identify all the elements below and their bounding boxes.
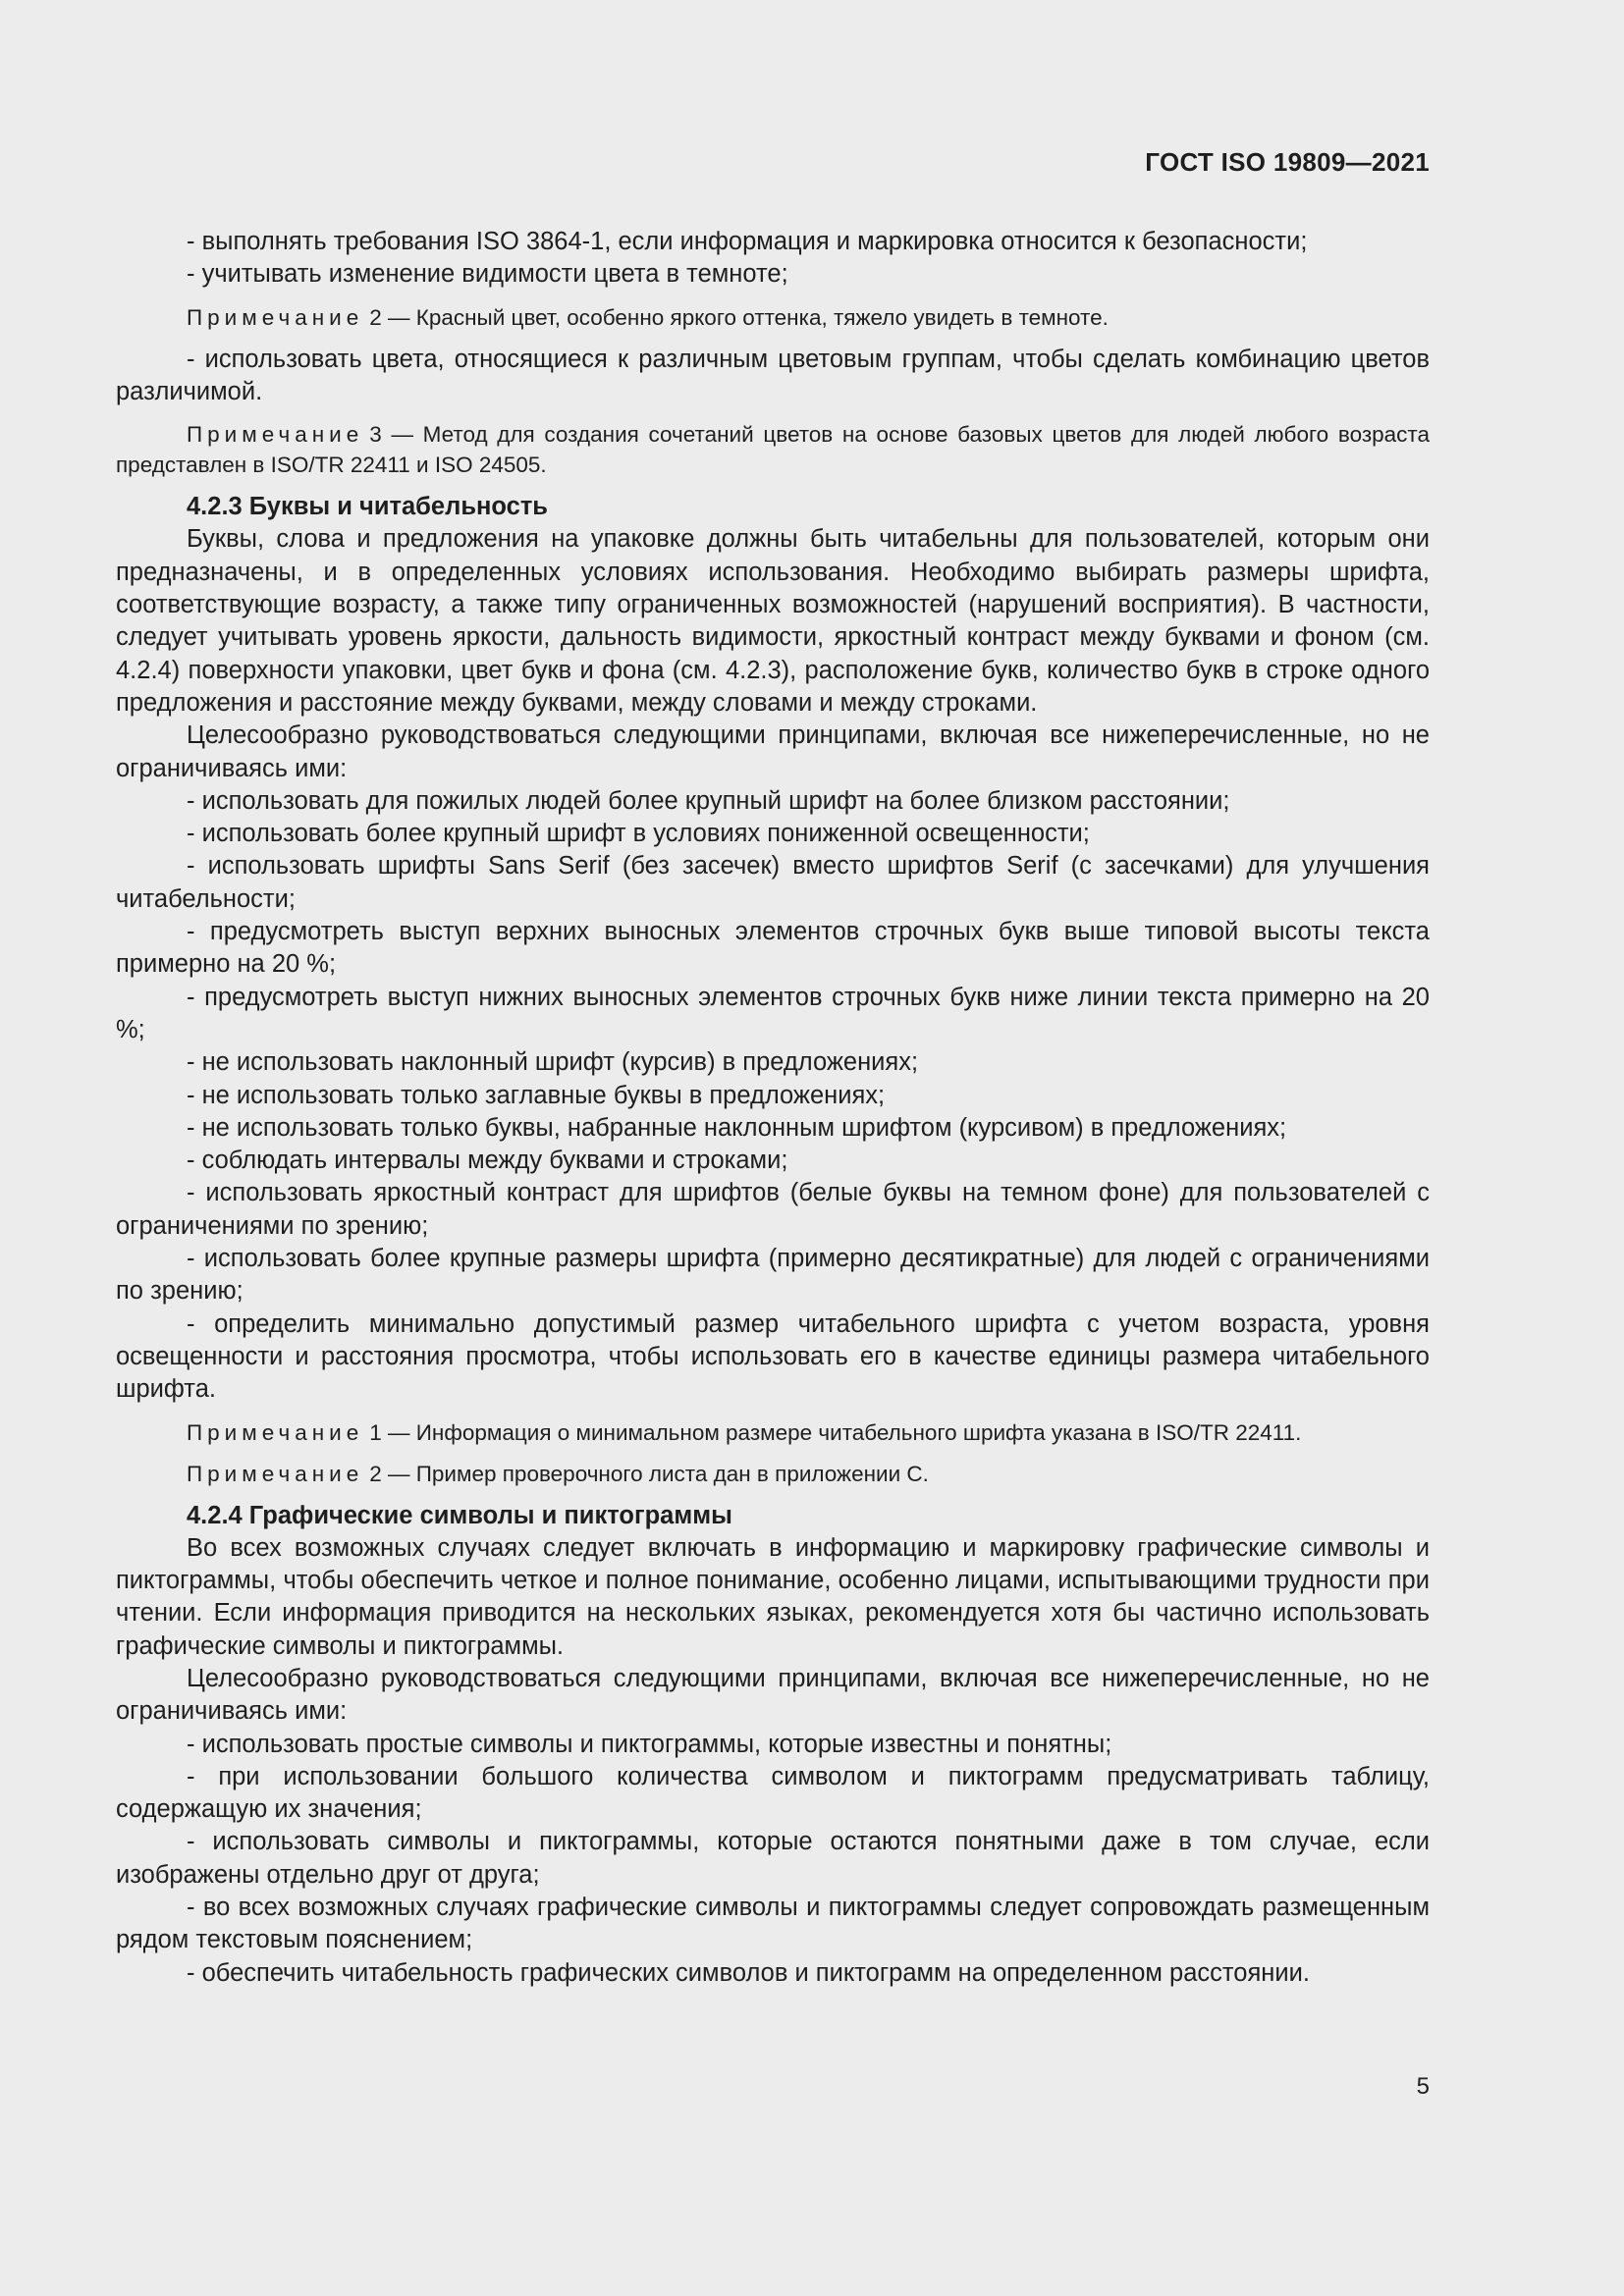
list-item: - использовать простые символы и пиктограммы, которые известны и понятны; [187, 1730, 1112, 1758]
paragraph: Во всех возможных случаях следует включать в информацию и маркировку графические символы и пиктограммы, чтобы обеспечить четкое и полное понимание, особенно лицами, испытывающими трудности при чтении. Если информация приводится на нескольких языках, рекомендуется хотя бы частично использовать графические символы и пиктограммы. [116, 1533, 1430, 1660]
note [116, 1417, 1430, 1448]
list-item: - предусмотреть выступ верхних выносных элементов строчных букв выше типовой высоты текста примерно на 20 %; [116, 918, 1430, 979]
paragraph: Целесообразно руководствоваться следующими принципами, включая все нижеперечисленные, но не ограничиваясь ими: [116, 1664, 1430, 1726]
list-item: - определить минимально допустимый размер читабельного шрифта с учетом возраста, уровня освещенности и расстояния просмотра, чтобы использовать его в качестве единицы размера читабельного шрифта. [116, 1309, 1430, 1404]
list-item: - соблюдать интервалы между буквами и строками; [187, 1147, 788, 1175]
list-item: - не использовать только заглавные буквы в предложениях; [187, 1081, 886, 1109]
note [116, 419, 1430, 480]
note-label: Примечание [187, 1461, 364, 1486]
list-item: - не использовать только буквы, набранные наклонным шрифтом (курсивом) в предложениях; [187, 1113, 1287, 1142]
list-item: - при использовании большого количества символом и пиктограмм предусматривать таблицу, содержащую их значения; [116, 1762, 1430, 1824]
note-label: Примечание [187, 1419, 364, 1445]
list-item: - во всех возможных случаях графические символы и пиктограммы следует сопровождать размещенным рядом текстовым пояснением; [116, 1894, 1430, 1954]
paragraph: Буквы, слова и предложения на упаковке должны быть читабельны для пользователей, которым они предназначены, и в определенных условиях использования. Необходимо выбирать размеры шрифта, соответствующие возрасту, а также типу ограниченных возможностей (нарушений восприятия). В частности, следует учитывать уровень яркости, дальность видимости, яркостный контраст между буквами и фоном (см. 4.2.4) поверхности упаковки, цвет букв и фона (см. 4.2.3), расположение букв, количество букв в строке одного предложения и расстояние между буквами, между словами и между строками. [116, 525, 1430, 717]
section-heading: 4.2.4 Графические символы и пиктограммы [187, 1501, 732, 1529]
note-label: Примечание [187, 304, 364, 330]
list-item: - использовать для пожилых людей более крупный шрифт на более близком расстоянии; [187, 786, 1230, 815]
list-item: - не использовать наклонный шрифт (курсив) в предложениях; [187, 1048, 919, 1077]
document-code: ГОСТ ISO 19809—2021 [1145, 147, 1430, 177]
list-item: - использовать шрифты Sans Serif (без засечек) вместо шрифтов Serif (с засечками) для улучшения читабельности; [116, 852, 1430, 913]
list-item: - обеспечить читабельность графических символов и пиктограмм на определенном расстоянии. [187, 1958, 1310, 1987]
list-item: - использовать цвета, относящиеся к различным цветовым группам, чтобы сделать комбинацию цветов различимой. [116, 345, 1430, 405]
note-text: 2 — Красный цвет, особенно яркого оттенка, тяжело увидеть в темноте. [369, 304, 1109, 330]
paragraph: Целесообразно руководствоваться следующими принципами, включая все нижеперечисленные, но не ограничиваясь ими: [116, 721, 1430, 782]
note [116, 1459, 1430, 1489]
note-text: 3 — Метод для создания сочетаний цветов на основе базовых цветов для людей любого возраста представлен в ISO/TR 22411 и ISO 24505. [116, 422, 1430, 478]
list-item: - учитывать изменение видимости цвета в темноте; [187, 260, 788, 289]
list-item: - использовать более крупные размеры шрифта (примерно десятикратные) для людей с ограничениями по зрению; [116, 1245, 1430, 1306]
list-item: - предусмотреть выступ нижних выносных элементов строчных букв ниже линии текста примерно на 20 %; [116, 983, 1430, 1043]
list-item: - использовать более крупный шрифт в условиях пониженной освещенности; [187, 820, 1090, 848]
section-heading: 4.2.3 Буквы и читабельность [187, 493, 548, 521]
list-item: - использовать яркостный контраст для шрифтов (белые буквы на темном фоне) для пользователей с ограничениями по зрению; [116, 1179, 1430, 1240]
note-text: 2 — Пример проверочного листа дан в приложении С. [369, 1461, 929, 1486]
page-number: 5 [1416, 2073, 1430, 2100]
page-content [116, 226, 1430, 1990]
list-item: - выполнять требования ISO 3864-1, если информация и маркировка относится к безопасности; [187, 228, 1308, 255]
note-label: Примечание [187, 422, 364, 448]
list-item: - использовать символы и пиктограммы, которые остаются понятными даже в том случае, если изображены отдельно друг от друга; [116, 1828, 1430, 1889]
note-text: 1 — Информация о минимальном размере читабельного шрифта указана в ISO/TR 22411. [369, 1419, 1302, 1445]
note [116, 302, 1430, 333]
